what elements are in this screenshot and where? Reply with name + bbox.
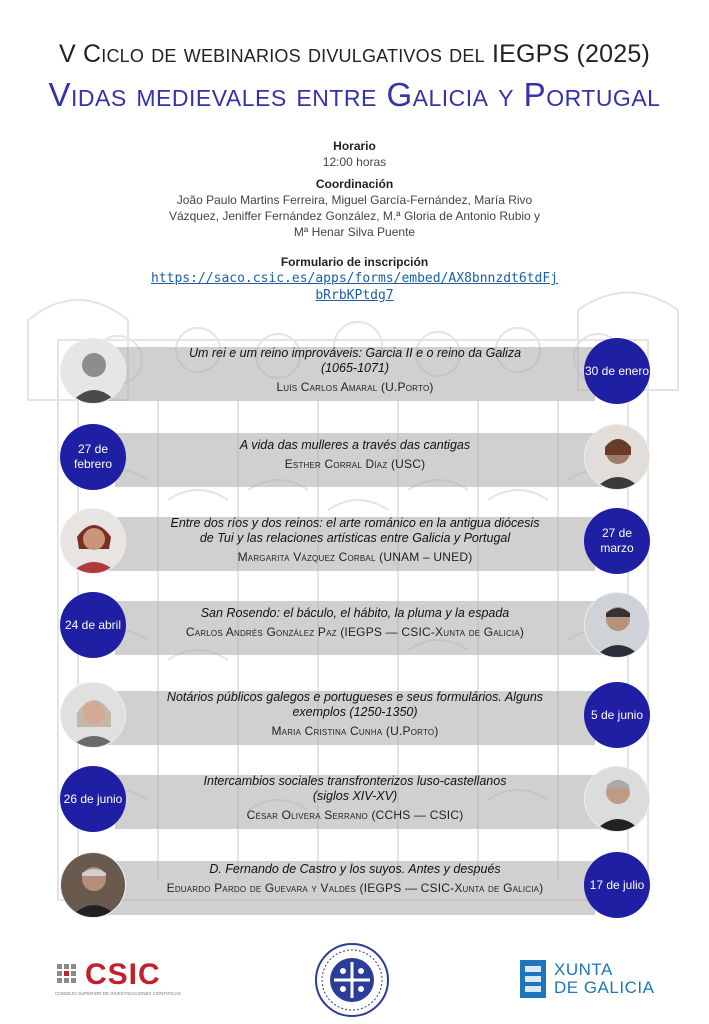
session-speaker: Maria Cristina Cunha (U.Porto) [271,724,439,738]
session-title-line-1: Notários públicos galegos e portugueses e seus formulários. Alguns [166,690,544,704]
session-date: 27 de marzo [584,508,650,574]
session-text [142,516,568,565]
session-date: 24 de abril [60,592,126,658]
session-date: 30 de enero [584,338,650,404]
session-date: 27 de febrero [60,424,126,490]
schedule-block [0,138,709,170]
session-speaker: César Olivera Serrano (CCHS — CSIC) [246,808,464,822]
session-title-line-1: Um rei e um reino improváveis: Garcia II e o reino da Galiza [188,346,522,360]
session-6 [60,766,650,836]
session-4 [60,592,650,662]
session-title-line-1: Intercambios sociales transfronterizos luso-castellanos [203,774,507,788]
session-speaker: Carlos Andrés González Paz (IEGPS — CSIC-Xunta de Galicia) [185,625,525,639]
registration-block [0,254,709,304]
session-speaker: Margarita Vázquez Corbal (UNAM – UNED) [237,550,473,564]
csic-logo [55,958,195,998]
registration-label: Formulario de inscripción [280,255,429,269]
csic-wordmark: CSIC [85,958,161,991]
session-7 [60,852,650,922]
session-text [142,862,568,896]
session-title-line-2: (1065-1071) [320,361,390,375]
session-text [142,346,568,395]
session-text [142,774,568,823]
speaker-photo [60,338,126,404]
coordination-line-1: João Paulo Martins Ferreira, Miguel García-Fernández, María Rivo [176,193,533,207]
session-speaker: Luís Carlos Amaral (U.Porto) [276,380,434,394]
registration-link-line-1[interactable]: https://saco.csic.es/apps/forms/embed/AX8bnnzdt6tdFj [151,271,558,286]
csic-emblem-icon [55,962,79,986]
schedule-value: 12:00 horas [322,155,387,169]
speaker-photo [584,424,650,490]
registration-link-line-2[interactable]: bRrbKPtdg7 [315,288,394,303]
session-title-line-2: (siglos XIV-XV) [312,789,398,803]
session-speaker: Eduardo Pardo de Guevara y Valdés (IEGPS — CSIC-Xunta de Galicia) [166,881,544,895]
coordination-block [0,176,709,240]
xunta-logo [520,958,670,1002]
coordination-line-2: Vázquez, Jeniffer Fernández González, M.ª Gloria de Antonio Rubio y [168,209,541,223]
session-title-line-2: de Tui y las relaciones artísticas entre Galicia y Portugal [199,531,511,545]
session-text [142,606,568,640]
session-title-line-1: A vida das mulleres a través das cantigas [239,438,471,452]
session-text [142,690,568,739]
session-date: 5 de junio [584,682,650,748]
csic-subtitle: CONSEJO SUPERIOR DE INVESTIGACIONES CIENTÍFICAS [55,991,181,996]
session-title-line-1: D. Fernando de Castro y los suyos. Antes y después [209,862,501,876]
coordination-label: Coordinación [315,177,394,191]
logos-footer [0,940,709,1020]
title-line-1: V Ciclo de webinarios divulgativos del IEGPS (2025) [59,40,650,68]
session-1 [60,338,650,408]
session-3 [60,508,650,578]
coordination-line-3: Mª Henar Silva Puente [293,225,416,239]
title-line-2: Vidas medievales entre Galicia y Portugal [48,76,661,113]
speaker-photo [60,508,126,574]
session-title-line-2: exemplos (1250-1350) [292,705,418,719]
session-5 [60,682,650,752]
session-date: 17 de julio [584,852,650,918]
session-speaker: Esther Corral Díaz (USC) [284,457,426,471]
speaker-photo [60,682,126,748]
speaker-photo [60,852,126,918]
xunta-emblem-icon [520,960,546,998]
speaker-photo [584,766,650,832]
schedule-label: Horario [333,139,376,153]
session-title-line-1: Entre dos ríos y dos reinos: el arte románico en la antigua diócesis [170,516,540,530]
session-title-line-1: San Rosendo: el báculo, el hábito, la pluma y la espada [200,606,510,620]
session-2 [60,424,650,494]
xunta-wordmark-line-1: XUNTA [554,960,613,979]
iegps-seal-icon [314,942,390,1018]
speaker-photo [584,592,650,658]
session-date: 26 de junio [60,766,126,832]
session-text [142,438,568,472]
xunta-wordmark-line-2: DE GALICIA [554,978,655,997]
